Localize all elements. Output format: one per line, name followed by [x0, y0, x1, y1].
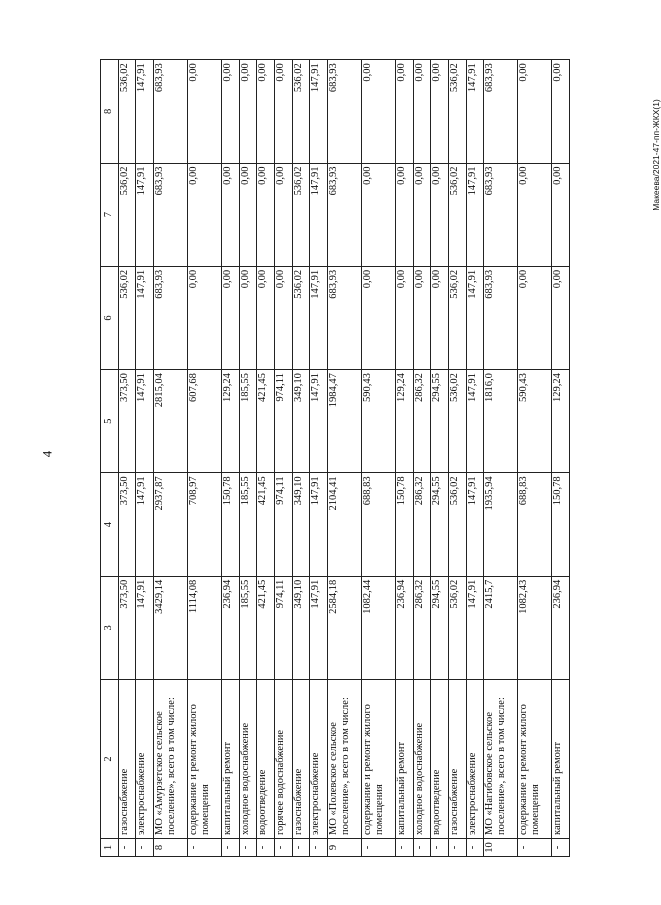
value-cell: 0,00	[395, 60, 413, 163]
value-cell: 147,91	[310, 473, 328, 576]
row-number-cell: 8	[154, 839, 188, 857]
value-cell: 185,55	[239, 473, 257, 576]
value-cell: 0,00	[257, 266, 275, 369]
row-number-cell: -	[466, 839, 484, 857]
value-cell: 147,91	[466, 163, 484, 266]
table-row	[552, 60, 570, 857]
indicator-cell: капитальный ремонт	[221, 680, 239, 839]
value-cell: 683,93	[154, 163, 188, 266]
value-cell: 373,50	[118, 576, 136, 679]
footer-code: Макеева/2021-47-пп-ЖКХ(1)	[650, 99, 661, 211]
indicator-cell: холодное водоснабжение	[413, 680, 431, 839]
value-cell: 0,00	[518, 163, 552, 266]
value-cell: 349,10	[292, 370, 310, 473]
table-row	[274, 60, 292, 857]
value-cell: 373,50	[118, 370, 136, 473]
row-number-cell: -	[518, 839, 552, 857]
value-cell: 683,93	[484, 266, 518, 369]
value-cell: 974,11	[274, 576, 292, 679]
value-cell: 147,91	[466, 576, 484, 679]
value-cell: 0,00	[239, 60, 257, 163]
value-cell: 147,91	[136, 266, 154, 369]
value-cell: 150,78	[221, 473, 239, 576]
value-cell: 185,55	[239, 370, 257, 473]
value-cell: 590,43	[518, 370, 552, 473]
table-row	[327, 60, 361, 857]
row-number-cell: -	[431, 839, 449, 857]
table-row	[466, 60, 484, 857]
value-cell: 147,91	[136, 370, 154, 473]
value-cell: 974,11	[274, 370, 292, 473]
row-number-cell: -	[118, 839, 136, 857]
value-cell: 0,00	[395, 266, 413, 369]
header-cell: 5	[101, 370, 119, 473]
value-cell: 688,83	[518, 473, 552, 576]
value-cell: 0,00	[221, 60, 239, 163]
tariff-table	[100, 59, 570, 857]
row-number-cell: -	[552, 839, 570, 857]
indicator-cell: электроснабжение	[136, 680, 154, 839]
value-cell: 0,00	[431, 60, 449, 163]
value-cell: 2104,41	[327, 473, 361, 576]
table-row	[361, 60, 395, 857]
value-cell: 1082,43	[518, 576, 552, 679]
value-cell: 1082,44	[361, 576, 395, 679]
value-cell: 0,00	[239, 266, 257, 369]
header-cell: 4	[101, 473, 119, 576]
value-cell: 0,00	[361, 163, 395, 266]
value-cell: 683,93	[327, 266, 361, 369]
row-number-cell: -	[292, 839, 310, 857]
value-cell: 150,78	[552, 473, 570, 576]
table-row	[239, 60, 257, 857]
value-cell: 294,55	[431, 473, 449, 576]
value-cell: 536,02	[118, 266, 136, 369]
value-cell: 0,00	[552, 163, 570, 266]
value-cell: 683,93	[327, 60, 361, 163]
value-cell: 236,94	[221, 576, 239, 679]
indicator-cell: горячее водоснабжение	[274, 680, 292, 839]
value-cell: 185,55	[239, 576, 257, 679]
value-cell: 147,91	[136, 473, 154, 576]
row-number-cell: -	[257, 839, 275, 857]
indicator-cell: электроснабжение	[310, 680, 328, 839]
page-number: 4	[39, 450, 55, 458]
value-cell: 0,00	[221, 163, 239, 266]
value-cell: 421,45	[257, 473, 275, 576]
value-cell: 421,45	[257, 370, 275, 473]
table-row	[518, 60, 552, 857]
value-cell: 150,78	[395, 473, 413, 576]
value-cell: 536,02	[448, 473, 466, 576]
value-cell: 607,68	[187, 370, 221, 473]
value-cell: 0,00	[239, 163, 257, 266]
value-cell: 421,45	[257, 576, 275, 679]
table-row	[154, 60, 188, 857]
row-number-cell: -	[361, 839, 395, 857]
table-row	[413, 60, 431, 857]
value-cell: 147,91	[136, 163, 154, 266]
table-row	[448, 60, 466, 857]
value-cell: 349,10	[292, 473, 310, 576]
value-cell: 536,02	[118, 163, 136, 266]
table-row	[484, 60, 518, 857]
value-cell: 536,02	[292, 266, 310, 369]
row-number-cell: 9	[327, 839, 361, 857]
value-cell: 373,50	[118, 473, 136, 576]
value-cell: 236,94	[395, 576, 413, 679]
value-cell: 536,02	[448, 576, 466, 679]
header-cell: 2	[101, 680, 119, 839]
value-cell: 0,00	[431, 266, 449, 369]
value-cell: 0,00	[361, 60, 395, 163]
table-body	[101, 60, 570, 857]
value-cell: 0,00	[413, 163, 431, 266]
header-cell: 6	[101, 266, 119, 369]
value-cell: 683,93	[154, 60, 188, 163]
value-cell: 536,02	[448, 266, 466, 369]
indicator-cell: МО «Полевское сельское поселение», всего в том числе:	[327, 680, 361, 839]
value-cell: 0,00	[221, 266, 239, 369]
table-row	[118, 60, 136, 857]
value-cell: 708,97	[187, 473, 221, 576]
row-number-cell: -	[239, 839, 257, 857]
value-cell: 147,91	[310, 60, 328, 163]
indicator-cell: водоотведение	[431, 680, 449, 839]
indicator-cell: электроснабжение	[466, 680, 484, 839]
value-cell: 0,00	[552, 60, 570, 163]
value-cell: 129,24	[552, 370, 570, 473]
value-cell: 0,00	[413, 266, 431, 369]
value-cell: 974,11	[274, 473, 292, 576]
indicator-cell: содержание и ремонт жилого помещения	[361, 680, 395, 839]
header-cell: 8	[101, 60, 119, 163]
value-cell: 0,00	[518, 266, 552, 369]
value-cell: 536,02	[448, 163, 466, 266]
row-number-cell: -	[187, 839, 221, 857]
header-cell: 1	[101, 839, 119, 857]
value-cell: 0,00	[187, 266, 221, 369]
indicator-cell: газоснабжение	[448, 680, 466, 839]
value-cell: 2584,18	[327, 576, 361, 679]
value-cell: 0,00	[413, 60, 431, 163]
value-cell: 147,91	[310, 163, 328, 266]
value-cell: 536,02	[292, 60, 310, 163]
indicator-cell: капитальный ремонт	[552, 680, 570, 839]
row-number-cell: -	[310, 839, 328, 857]
value-cell: 0,00	[257, 60, 275, 163]
value-cell: 236,94	[552, 576, 570, 679]
table-row	[221, 60, 239, 857]
value-cell: 147,91	[310, 370, 328, 473]
indicator-cell: капитальный ремонт	[395, 680, 413, 839]
row-number-cell: -	[274, 839, 292, 857]
value-cell: 0,00	[274, 266, 292, 369]
value-cell: 129,24	[221, 370, 239, 473]
value-cell: 536,02	[448, 370, 466, 473]
header-row	[101, 60, 119, 857]
value-cell: 683,93	[484, 60, 518, 163]
indicator-cell: содержание и ремонт жилого помещения	[187, 680, 221, 839]
value-cell: 2415,7	[484, 576, 518, 679]
header-cell: 3	[101, 576, 119, 679]
value-cell: 0,00	[518, 60, 552, 163]
value-cell: 0,00	[361, 266, 395, 369]
value-cell: 1935,94	[484, 473, 518, 576]
value-cell: 0,00	[431, 163, 449, 266]
value-cell: 1114,08	[187, 576, 221, 679]
value-cell: 0,00	[187, 60, 221, 163]
value-cell: 683,93	[327, 163, 361, 266]
indicator-cell: МО «Амурзетское сельское поселение», всего в том числе:	[154, 680, 188, 839]
value-cell: 536,02	[292, 163, 310, 266]
table-row	[257, 60, 275, 857]
table-row	[292, 60, 310, 857]
value-cell: 147,91	[136, 60, 154, 163]
value-cell: 129,24	[395, 370, 413, 473]
table-row	[310, 60, 328, 857]
indicator-cell: газоснабжение	[292, 680, 310, 839]
value-cell: 147,91	[466, 266, 484, 369]
value-cell: 147,91	[310, 266, 328, 369]
indicator-cell: холодное водоснабжение	[239, 680, 257, 839]
indicator-cell: содержание и ремонт жилого помещения	[518, 680, 552, 839]
value-cell: 0,00	[274, 60, 292, 163]
header-cell: 7	[101, 163, 119, 266]
value-cell: 2815,04	[154, 370, 188, 473]
value-cell: 0,00	[552, 266, 570, 369]
value-cell: 147,91	[136, 576, 154, 679]
value-cell: 0,00	[274, 163, 292, 266]
row-number-cell: -	[395, 839, 413, 857]
value-cell: 0,00	[395, 163, 413, 266]
value-cell: 590,43	[361, 370, 395, 473]
value-cell: 0,00	[257, 163, 275, 266]
value-cell: 1984,47	[327, 370, 361, 473]
value-cell: 147,91	[310, 576, 328, 679]
value-cell: 683,93	[154, 266, 188, 369]
indicator-cell: газоснабжение	[118, 680, 136, 839]
row-number-cell: -	[448, 839, 466, 857]
value-cell: 688,83	[361, 473, 395, 576]
row-number-cell: -	[136, 839, 154, 857]
value-cell: 683,93	[484, 163, 518, 266]
value-cell: 286,32	[413, 473, 431, 576]
value-cell: 536,02	[448, 60, 466, 163]
value-cell: 2937,87	[154, 473, 188, 576]
value-cell: 147,91	[466, 60, 484, 163]
value-cell: 286,32	[413, 576, 431, 679]
indicator-cell: водоотведение	[257, 680, 275, 839]
value-cell: 0,00	[187, 163, 221, 266]
table-row	[136, 60, 154, 857]
value-cell: 147,91	[466, 473, 484, 576]
value-cell: 294,55	[431, 370, 449, 473]
table-row	[187, 60, 221, 857]
value-cell: 294,55	[431, 576, 449, 679]
value-cell: 147,91	[466, 370, 484, 473]
value-cell: 286,32	[413, 370, 431, 473]
indicator-cell: МО «Нагибовское сельское поселение», всего в том числе:	[484, 680, 518, 839]
value-cell: 349,10	[292, 576, 310, 679]
value-cell: 3429,14	[154, 576, 188, 679]
value-cell: 1816,0	[484, 370, 518, 473]
value-cell: 536,02	[118, 60, 136, 163]
row-number-cell: 10	[484, 839, 518, 857]
table-row	[395, 60, 413, 857]
row-number-cell: -	[413, 839, 431, 857]
rotated-table-container	[100, 60, 570, 857]
row-number-cell: -	[221, 839, 239, 857]
table-row	[431, 60, 449, 857]
